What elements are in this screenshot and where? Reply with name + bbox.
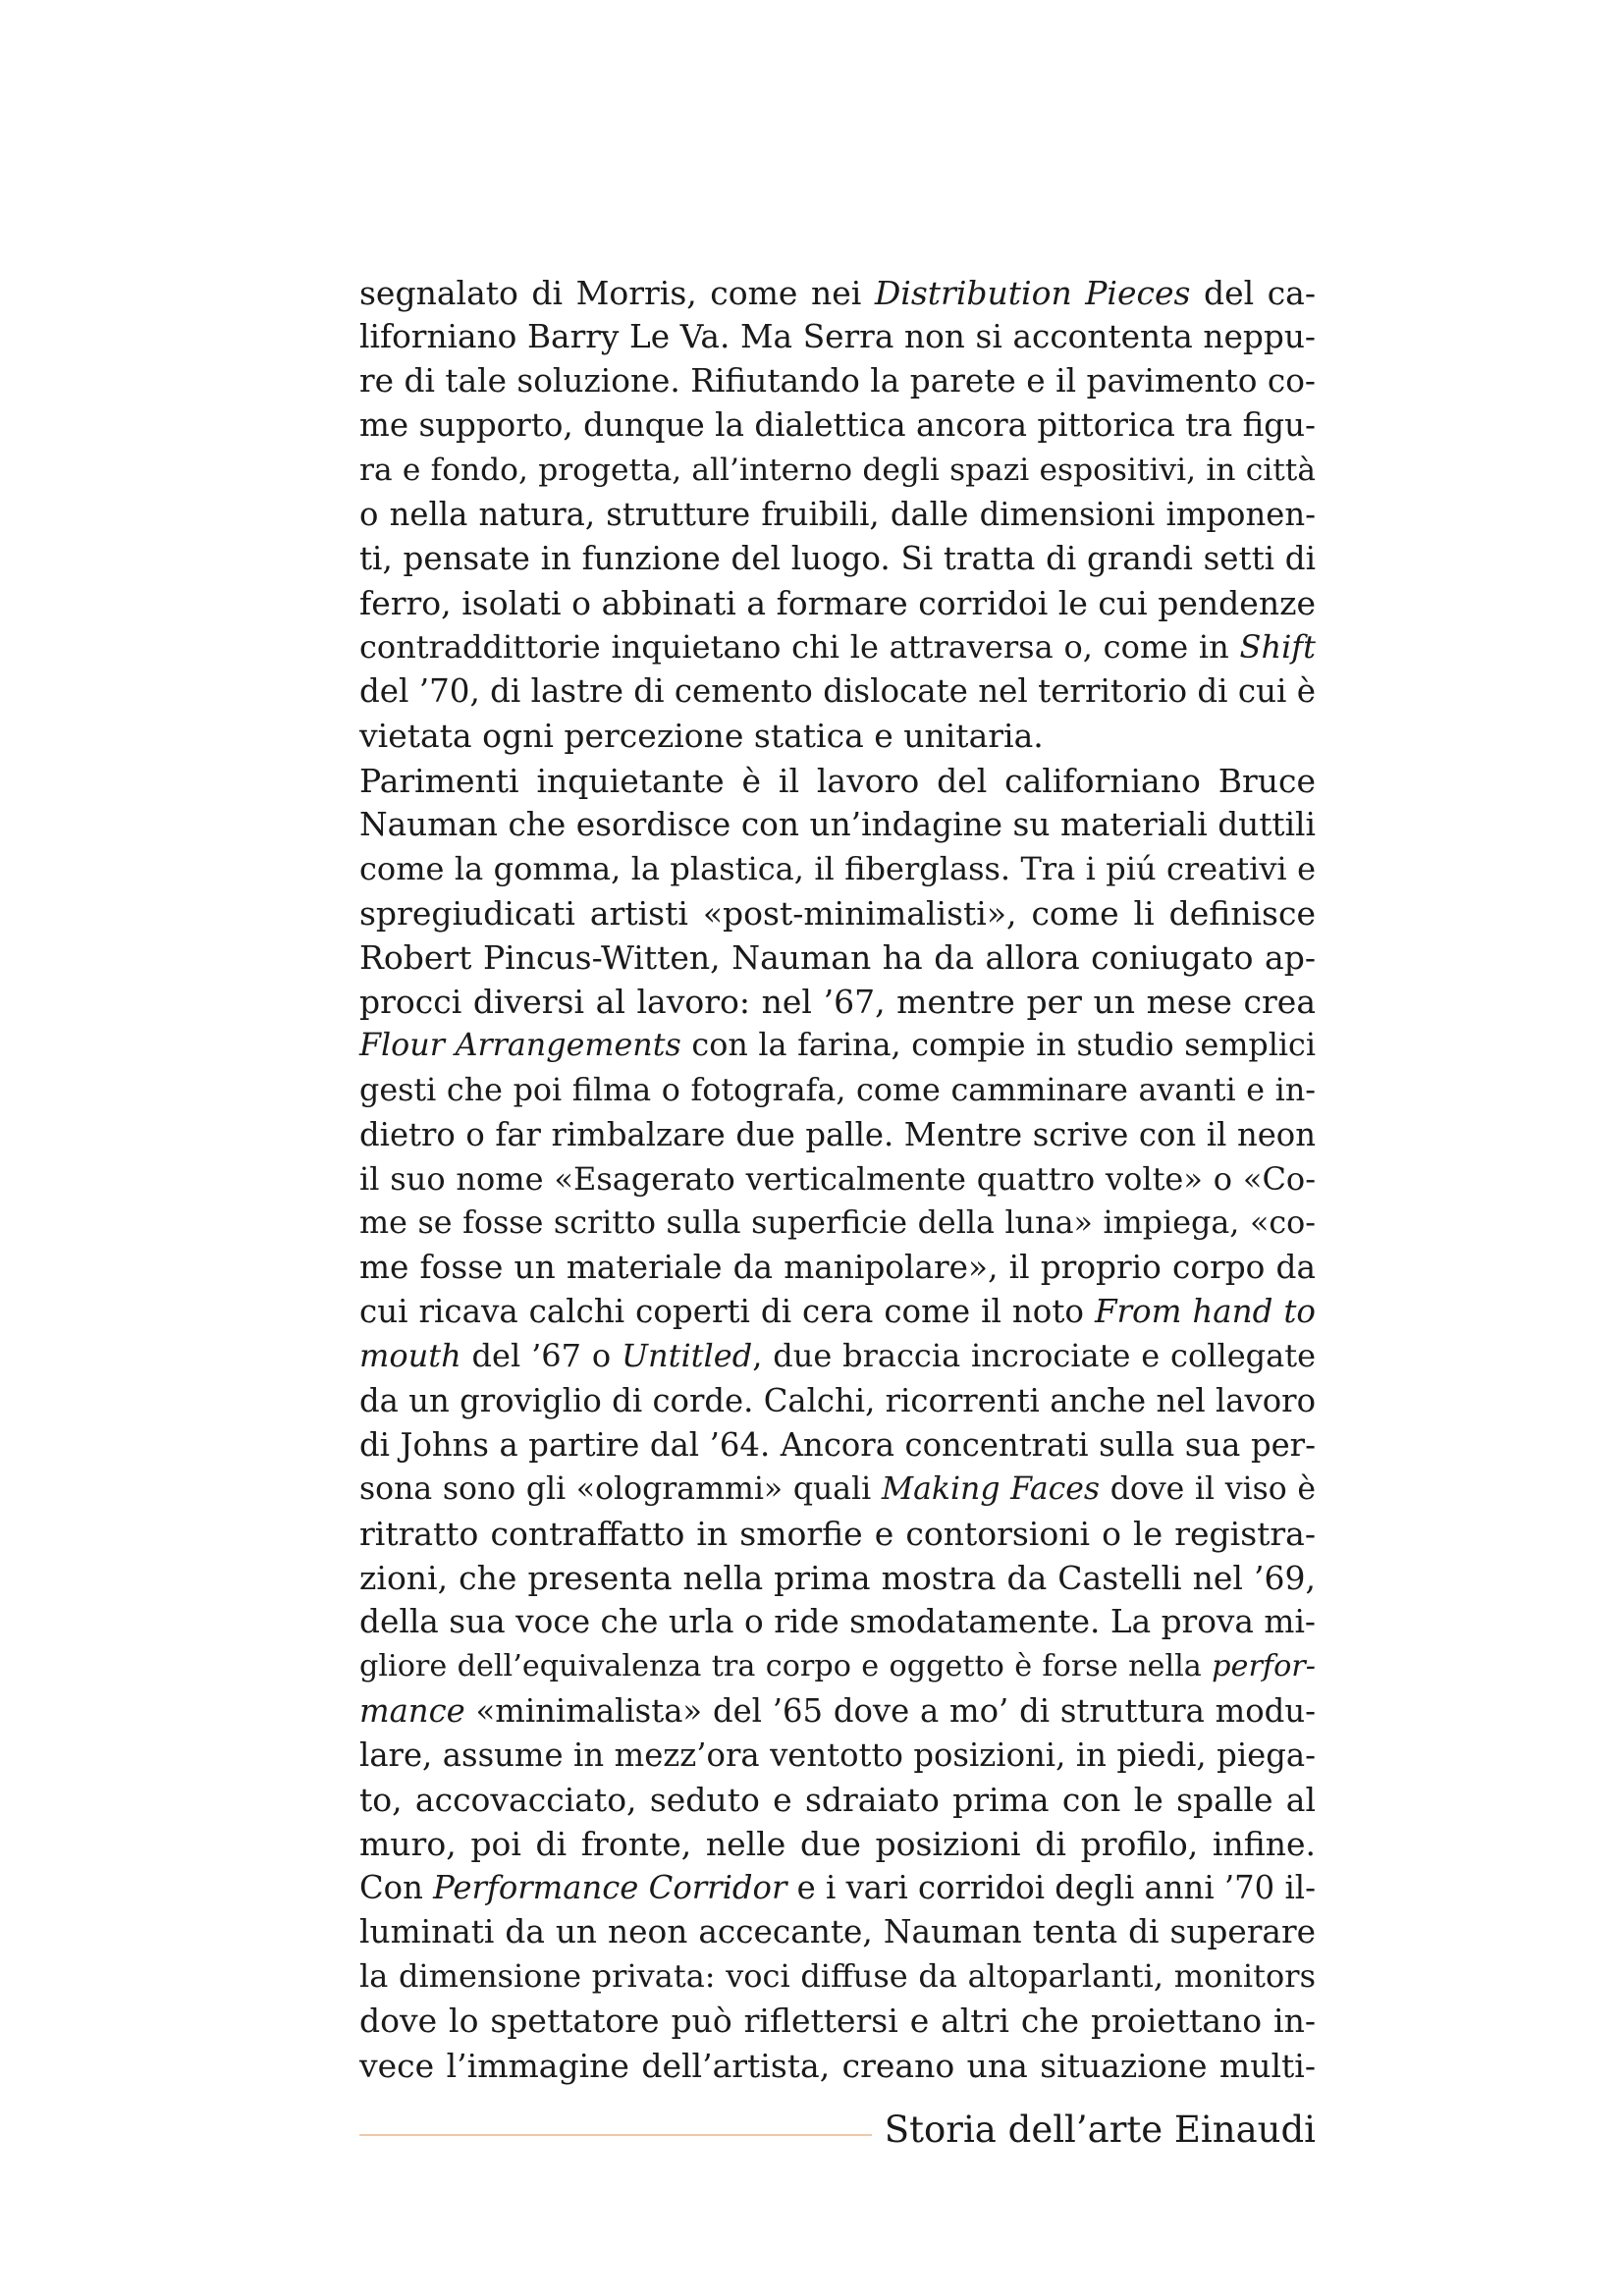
text-line: [359, 803, 1316, 847]
body-text: [359, 271, 1316, 2088]
text-segment: me se fosse scritto sulla superficie della luna» impiega, «co-: [359, 1204, 1316, 1241]
text-segment: «minimalista» del ’65 dove a mo’ di struttura modu-: [464, 1691, 1316, 1730]
text-line: [359, 1644, 1316, 1688]
italic-title: Flour Arrangements: [359, 1028, 681, 1064]
text-segment: liforniano Barry Le Va. Ma Serra non si accontenta neppu-: [359, 318, 1316, 356]
italic-title: Distribution Pieces: [874, 274, 1191, 312]
text-segment: da un groviglio di corde. Calchi, ricorrenti anche nel lavoro: [359, 1381, 1316, 1419]
text-line: [359, 1954, 1316, 1999]
text-line: [359, 847, 1316, 891]
text-segment: ti, pensate in funzione del luogo. Si tratta di grandi setti di: [359, 539, 1316, 577]
italic-title: Untitled: [622, 1337, 753, 1375]
text-segment: sona sono gli «ologrammi» quali: [359, 1470, 882, 1507]
text-line: [359, 1379, 1316, 1423]
footer-label: Storia dell’arte Einaudi: [884, 2109, 1316, 2151]
text-line: [359, 714, 1316, 758]
text-line: [359, 1822, 1316, 1866]
text-line: [359, 403, 1316, 448]
text-segment: muro, poi di fronte, nelle due posizioni di profilo, infine.: [359, 1824, 1316, 1863]
text-line: [359, 359, 1316, 403]
text-segment: contraddittorie inquietano chi le attraversa o, come in: [359, 628, 1240, 667]
text-segment: ferro, isolati o abbinati a formare corridoi le cui pendenze: [359, 583, 1316, 622]
text-line: [359, 1910, 1316, 1954]
italic-title: perfor-: [1212, 1649, 1316, 1684]
text-segment: del ’70, di lastre di cemento dislocate nel territorio di cui è: [359, 672, 1316, 711]
text-line: [359, 759, 1316, 803]
text-segment: me fosse un materiale da manipolare», il proprio corpo da: [359, 1249, 1316, 1287]
text-line: [359, 271, 1316, 315]
text-segment: dove lo spettatore può riflettersi e altri che proiettano in-: [359, 2002, 1316, 2041]
italic-title: mouth: [359, 1337, 461, 1375]
text-line: [359, 1334, 1316, 1378]
text-segment: to, accovacciato, seduto e sdraiato prima con le spalle al: [359, 1780, 1316, 1819]
text-line: [359, 1866, 1316, 1910]
text-line: [359, 1556, 1316, 1600]
text-segment: ritratto contraffatto in smorfie e contorsioni o le registra-: [359, 1514, 1316, 1553]
text-line: [359, 891, 1316, 935]
italic-title: mance: [359, 1691, 465, 1730]
text-segment: lare, assume in mezz’ora ventotto posizioni, in piedi, piega-: [359, 1735, 1316, 1774]
text-segment: di Johns a partire dal ’64. Ancora concentrati sulla sua per-: [359, 1425, 1316, 1464]
text-segment: , due braccia incrociate e collegate: [752, 1337, 1317, 1375]
text-segment: Robert Pincus-Witten, Nauman ha da allora coniugato ap-: [359, 938, 1316, 978]
text-line: [359, 1290, 1316, 1334]
text-line: [359, 1113, 1316, 1157]
text-segment: luminati da un neon accecante, Nauman tenta di superare: [359, 1913, 1316, 1951]
text-segment: ra e fondo, progetta, all’interno degli spazi espositivi, in città: [359, 452, 1316, 488]
text-segment: il suo nome «Esagerato verticalmente quattro volte» o «Co-: [359, 1159, 1316, 1198]
italic-title: Performance Corridor: [433, 1869, 787, 1907]
text-line: [359, 1157, 1316, 1201]
text-line: [359, 1999, 1316, 2043]
text-segment: me supporto, dunque la dialettica ancora pittorica tra figu-: [359, 406, 1316, 445]
text-segment: re di tale soluzione. Rifiutando la parete e il pavimento co-: [359, 362, 1316, 400]
text-segment: Con: [359, 1869, 434, 1907]
text-segment: vietata ogni percezione statica e unitaria.: [359, 717, 1044, 756]
text-segment: gliore dell’equivalenza tra corpo e oggetto è forse nella: [359, 1649, 1213, 1684]
text-line: [359, 980, 1316, 1024]
text-line: [359, 1689, 1316, 1734]
text-segment: del ca-: [1190, 274, 1317, 312]
italic-title: Making Faces: [881, 1470, 1101, 1507]
text-segment: Parimenti inquietante è il lavoro del californiano Bruce: [359, 761, 1316, 800]
text-segment: zioni, che presenta nella prima mostra da Castelli nel ’69,: [359, 1559, 1316, 1598]
text-line: [359, 315, 1316, 359]
text-line: [359, 537, 1316, 581]
text-line: [359, 1024, 1316, 1068]
text-line: [359, 935, 1316, 980]
text-line: [359, 581, 1316, 625]
text-line: [359, 493, 1316, 537]
text-line: [359, 1512, 1316, 1556]
italic-title: Shift: [1239, 628, 1316, 667]
text-line: [359, 1778, 1316, 1822]
text-line: [359, 1734, 1316, 1778]
text-segment: Nauman che esordisce con un’indagine su materiali duttili: [359, 805, 1316, 843]
text-segment: procci diversi al lavoro: nel ’67, mentre per un mese crea: [359, 983, 1316, 1022]
text-line: [359, 449, 1316, 493]
text-segment: della sua voce che urla o ride smodatamente. La prova mi-: [359, 1603, 1316, 1641]
italic-title: From hand to: [1094, 1293, 1317, 1331]
text-segment: o nella natura, strutture fruibili, dalle dimensioni imponen-: [359, 495, 1316, 533]
text-line: [359, 1423, 1316, 1468]
footer-rule: [359, 2134, 872, 2136]
footer: [359, 2101, 1316, 2160]
text-segment: vece l’immagine dell’artista, creano una situazione multi-: [359, 2046, 1316, 2085]
text-line: [359, 1069, 1316, 1113]
text-line: [359, 1201, 1316, 1246]
text-segment: segnalato di Morris, come nei: [359, 274, 875, 312]
text-segment: dietro o far rimbalzare due palle. Mentre scrive con il neon: [359, 1115, 1316, 1153]
text-segment: la dimensione privata: voci diffuse da altoparlanti, monitors: [359, 1957, 1316, 1996]
text-segment: cui ricava calchi coperti di cera come il noto: [359, 1293, 1095, 1331]
text-segment: del ’67 o: [460, 1337, 622, 1375]
text-line: [359, 625, 1316, 669]
text-segment: spregiudicati artisti «post-minimalisti», come li definisce: [359, 893, 1316, 933]
text-segment: con la farina, compie in studio semplici: [680, 1028, 1316, 1064]
text-line: [359, 1600, 1316, 1644]
text-line: [359, 1468, 1316, 1512]
text-segment: dove il viso è: [1100, 1470, 1316, 1507]
text-segment: come la gomma, la plastica, il fiberglass. Tra i piú creativi e: [359, 849, 1316, 887]
text-line: [359, 2044, 1316, 2088]
text-line: [359, 1246, 1316, 1290]
text-segment: gesti che poi filma o fotografa, come camminare avanti e in-: [359, 1072, 1316, 1108]
text-line: [359, 669, 1316, 714]
text-segment: e i vari corridoi degli anni ’70 il-: [786, 1869, 1316, 1907]
